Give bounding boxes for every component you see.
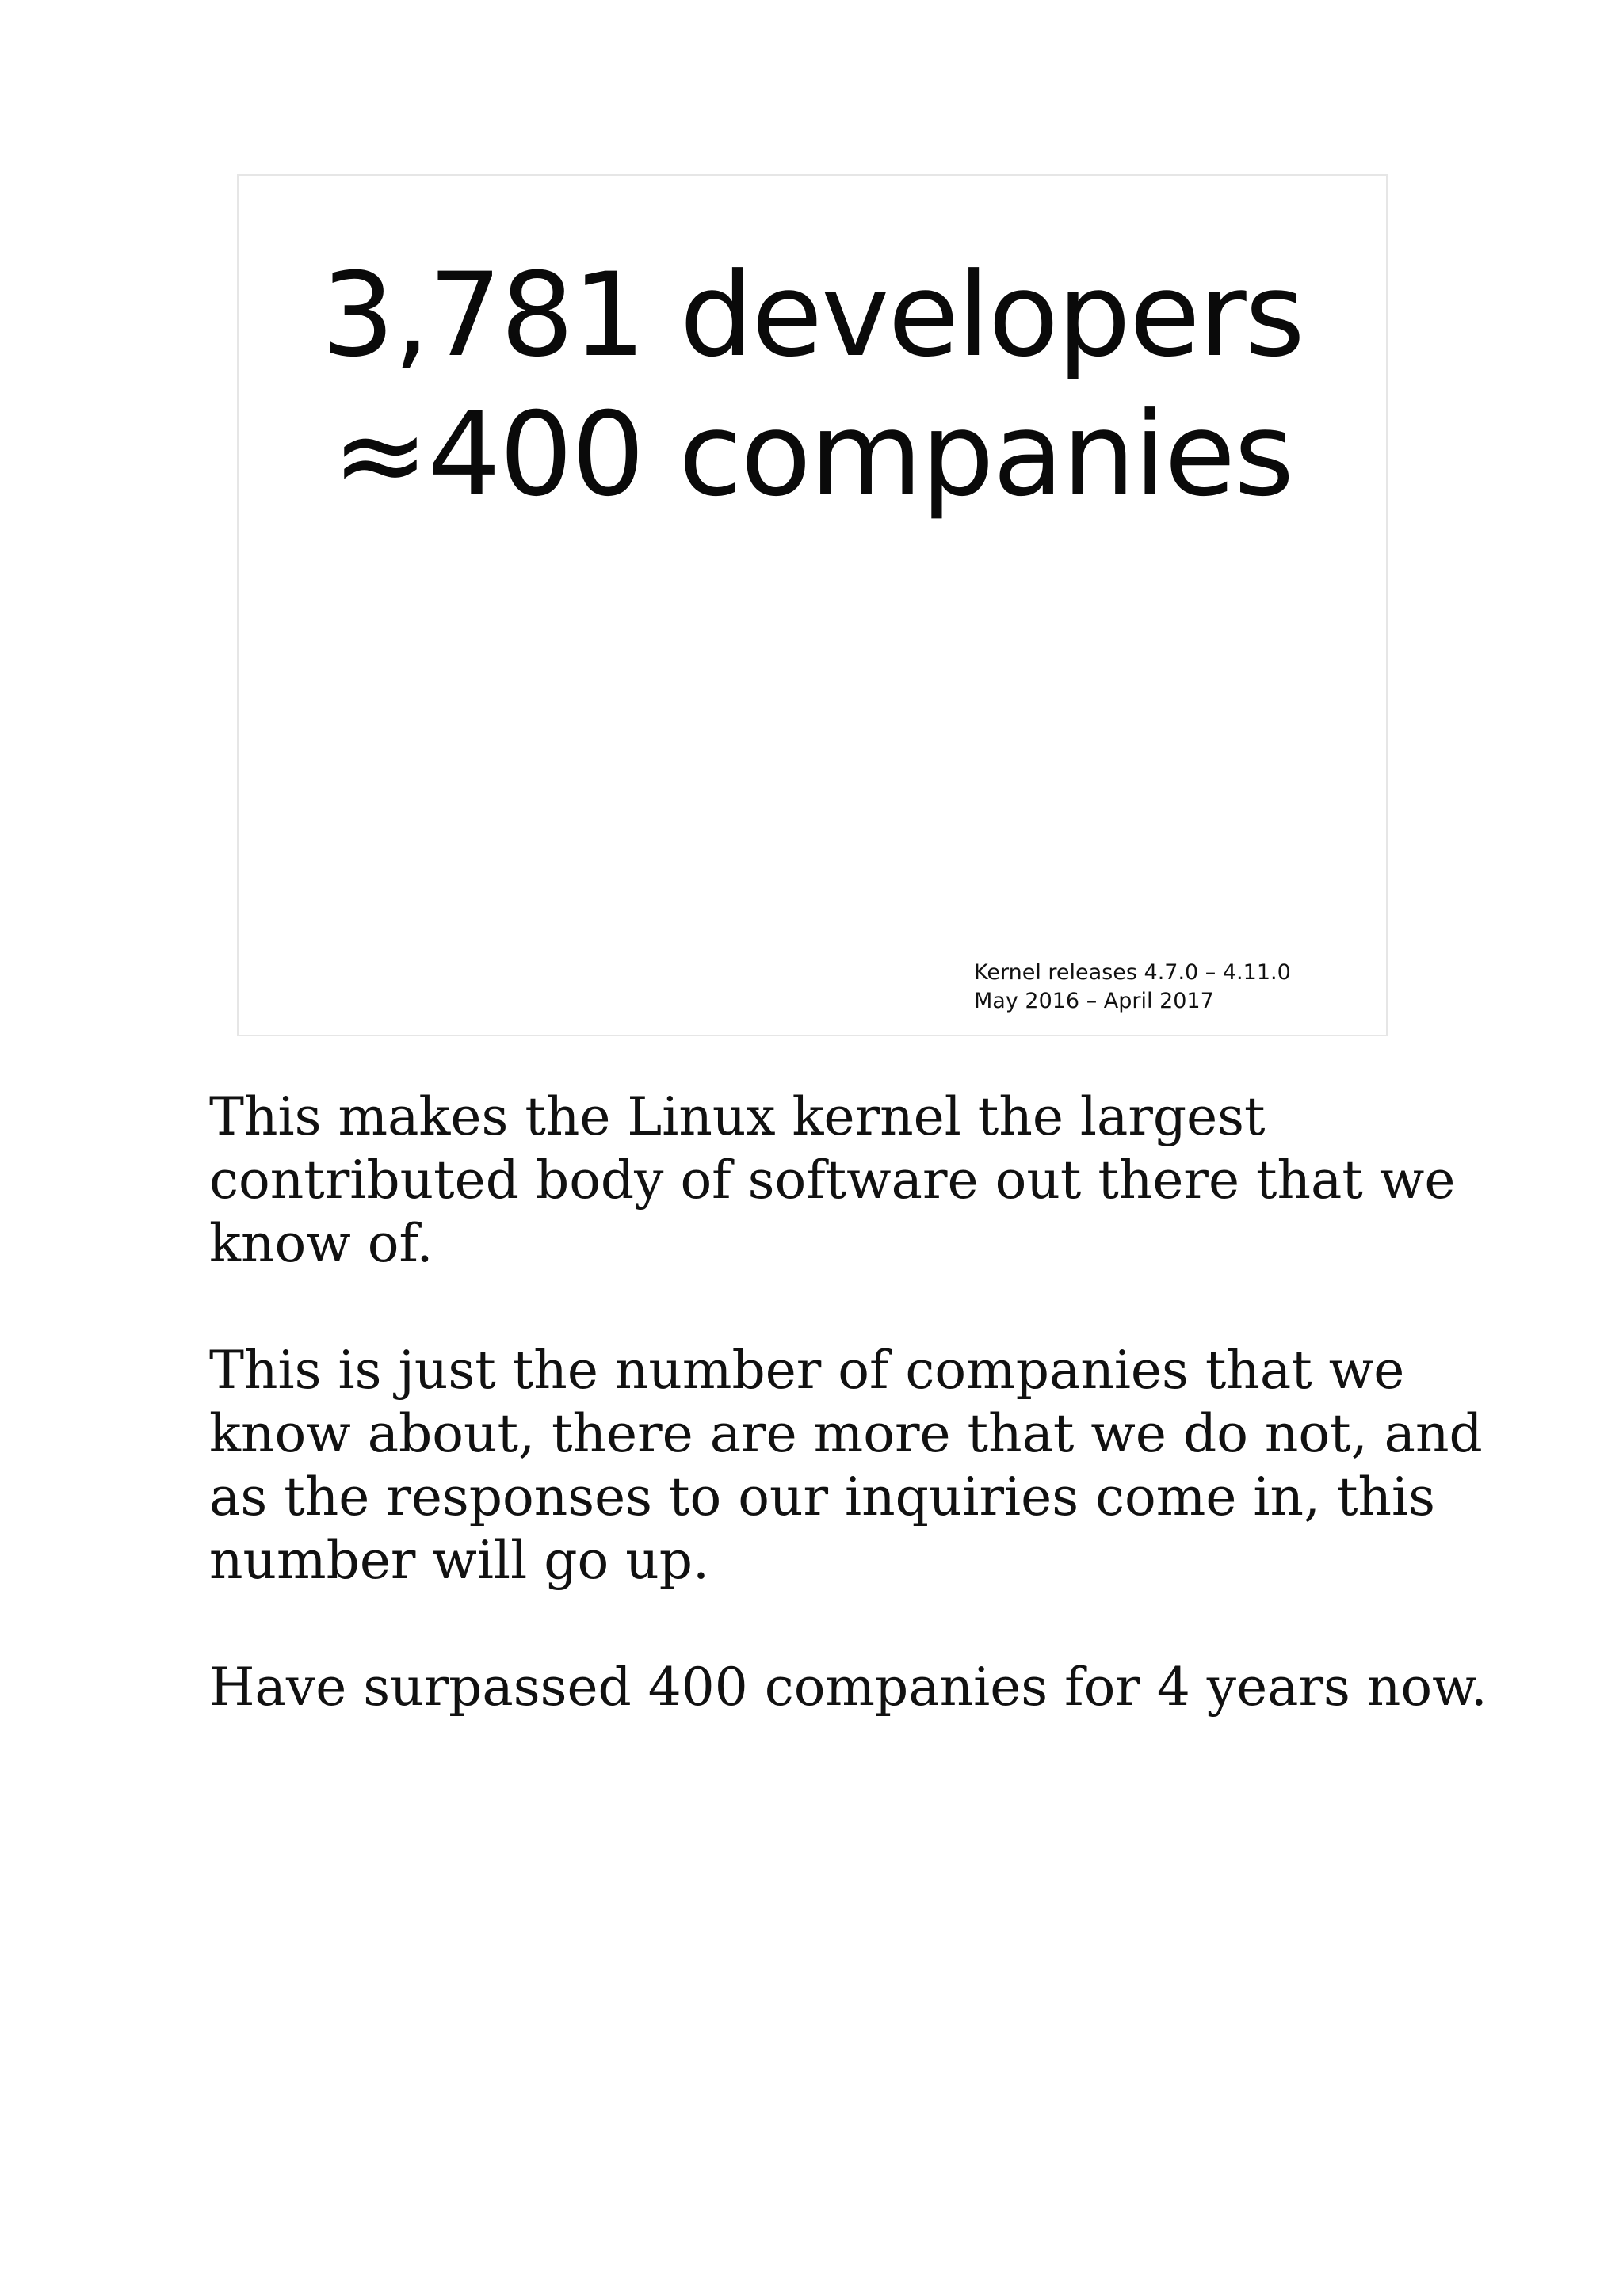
slide-frame: [237, 174, 1388, 1036]
speaker-notes: [209, 1085, 1493, 1783]
headline-companies: ≈400 companies: [331, 387, 1293, 522]
notes-paragraph-1: This makes the Linux kernel the largest contributed body of software out there that we know of.: [209, 1086, 1456, 1274]
caption-kernel-releases: Kernel releases 4.7.0 – 4.11.0: [974, 960, 1291, 985]
notes-paragraph-3: Have surpassed 400 companies for 4 years now.: [209, 1657, 1487, 1718]
slide-caption: [974, 959, 1291, 1016]
notes-paragraph-2: This is just the number of companies that we know about, there are more that we do not, and as the responses to our inquiries come in, this number will go up.: [209, 1340, 1483, 1591]
headline-developers: 3,781 developers: [321, 248, 1304, 383]
slide-headline: [239, 246, 1386, 524]
caption-date-range: May 2016 – April 2017: [974, 989, 1214, 1013]
